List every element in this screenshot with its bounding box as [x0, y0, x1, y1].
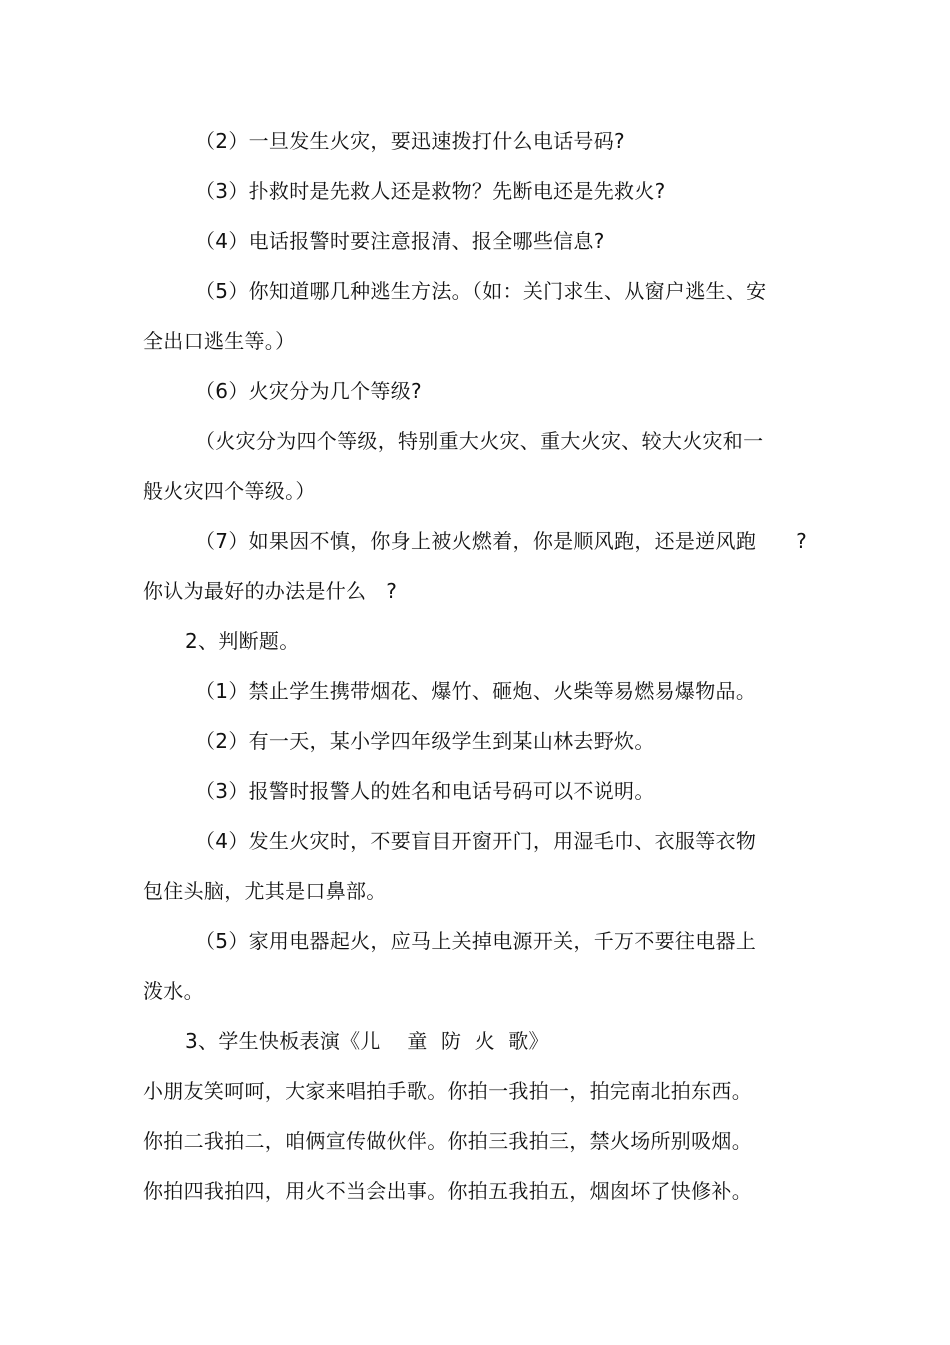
- question-7-line-1: （7）如果因不慎，你身上被火燃着，你是顺风跑，还是逆风跑 ?: [195, 529, 807, 553]
- song-line-1: 小朋友笑呵呵，大家来唱拍手歌。你拍一我拍一，拍完南北拍东西。: [143, 1079, 752, 1103]
- judgment-4-line-1: （4）发生火灾时，不要盲目开窗开门，用湿毛巾、衣服等衣物: [195, 829, 757, 853]
- question-4: （4）电话报警时要注意报清、报全哪些信息?: [195, 229, 605, 253]
- question-7-line-2: 你认为最好的办法是什么 ?: [143, 579, 398, 603]
- question-3: （3）扑救时是先救人还是救物？先断电还是先救火?: [195, 179, 666, 203]
- judgment-1: （1）禁止学生携带烟花、爆竹、砸炮、火柴等易燃易爆物品。: [195, 679, 757, 703]
- section-3-heading: 3、学生快板表演《儿 童 防 火 歌》: [185, 1029, 549, 1053]
- answer-6-line-2: 般火灾四个等级。）: [143, 479, 316, 503]
- song-line-2: 你拍二我拍二，咱俩宣传做伙伴。你拍三我拍三，禁火场所别吸烟。: [143, 1129, 752, 1153]
- judgment-2: （2）有一天，某小学四年级学生到某山林去野炊。: [195, 729, 655, 753]
- question-5-line-1: （5）你知道哪几种逃生方法。（如：关门求生、从窗户逃生、安: [195, 279, 767, 303]
- song-line-3: 你拍四我拍四，用火不当会出事。你拍五我拍五，烟囱坏了快修补。: [143, 1179, 752, 1203]
- judgment-5-line-1: （5）家用电器起火，应马上关掉电源开关，千万不要往电器上: [195, 929, 757, 953]
- judgment-3: （3）报警时报警人的姓名和电话号码可以不说明。: [195, 779, 655, 803]
- section-2-heading: 2、判断题。: [185, 629, 300, 653]
- judgment-4-line-2: 包住头脑，尤其是口鼻部。: [143, 879, 387, 903]
- answer-6-line-1: （火灾分为四个等级，特别重大火灾、重大火灾、较大火灾和一: [195, 429, 764, 453]
- question-5-line-2: 全出口逃生等。）: [143, 329, 296, 353]
- judgment-5-line-2: 泼水。: [143, 979, 204, 1003]
- question-6: （6）火灾分为几个等级?: [195, 379, 422, 403]
- question-2: （2）一旦发生火灾，要迅速拨打什么电话号码?: [195, 129, 625, 153]
